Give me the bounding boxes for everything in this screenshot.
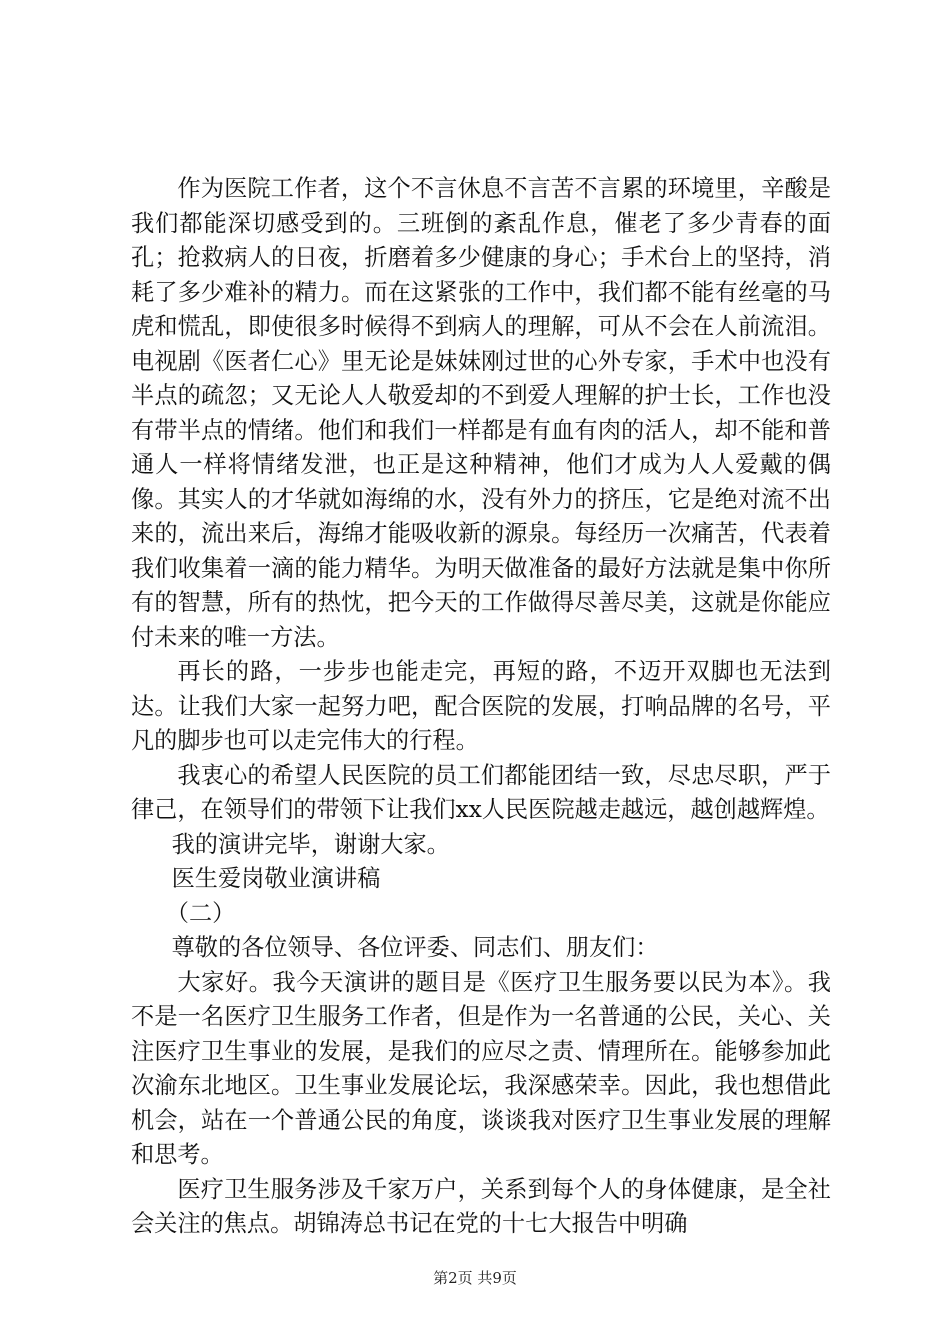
page-footer: 第2页 共9页 (433, 1269, 517, 1287)
salutation: 尊敬的各位领导、各位评委、同志们、朋友们： (171, 934, 659, 961)
section-number: （二） (165, 899, 236, 927)
paragraph-speech-topic: 大家好。我今天演讲的题目是《医疗卫生服务要以民为本》。我不是一名医疗卫生服务工作者，但是作为一名普通的公民，关心、关注医疗卫生事业的发展，是我们的应尽之责、情理所在。能够参加此次渝东北地区。卫生事业发展论坛，我深感荣幸。因此，我也想借此机会，站在一个普通公民的角度，谈谈我对医疗卫生事业发展的理解和思考。 (131, 968, 831, 1168)
paragraph-medical-service: 医疗卫生服务涉及千家万户，关系到每个人的身体健康，是全社会关注的焦点。胡锦涛总书记在党的十七大报告中明确 (131, 1175, 831, 1237)
section-title: 医生爱岗敬业演讲稿 (171, 865, 381, 892)
paragraph-hope: 我衷心的希望人民医院的员工们都能团结一致，尽忠尽职，严于律己，在领导们的带领下让我们xx人民医院越走越远，越创越辉煌。 (131, 761, 831, 823)
document-body (131, 172, 831, 1242)
paragraph-long-road: 再长的路，一步步也能走完，再短的路，不迈开双脚也无法到达。让我们大家一起努力吧，配合医院的发展，打响品牌的名号，平凡的脚步也可以走完伟大的行程。 (131, 658, 831, 754)
paragraph-closing: 我的演讲完毕，谢谢大家。 (171, 830, 450, 858)
paragraph-hospital-workers: 作为医院工作者，这个不言休息不言苦不言累的环境里，辛酸是我们都能深切感受到的。三班倒的紊乱作息，催老了多少青春的面孔；抢救病人的日夜，折磨着多少健康的身心；手术台上的坚持，消耗了多少难补的精力。而在这紧张的工作中，我们都不能有丝毫的马虎和慌乱，即使很多时候得不到病人的理解，可从不会在人前流泪。电视剧《医者仁心》里无论是妹妹刚过世的心外专家，手术中也没有半点的疏忽；又无论人人敬爱却的不到爱人理解的护士长，工作也没有带半点的情绪。他们和我们一样都是有血有肉的活人，却不能和普通人一样将情绪发泄，也正是这种精神，他们才成为人人爱戴的偶像。其实人的才华就如海绵的水，没有外力的挤压，它是绝对流不出来的，流出来后，海绵才能吸收新的源泉。每经历一次痛苦，代表着我们收集着一滴的能力精华。为明天做准备的最好方法就是集中你所有的智慧，所有的热忱，把今天的工作做得尽善尽美，这就是你能应付未来的唯一方法。 (131, 175, 831, 651)
